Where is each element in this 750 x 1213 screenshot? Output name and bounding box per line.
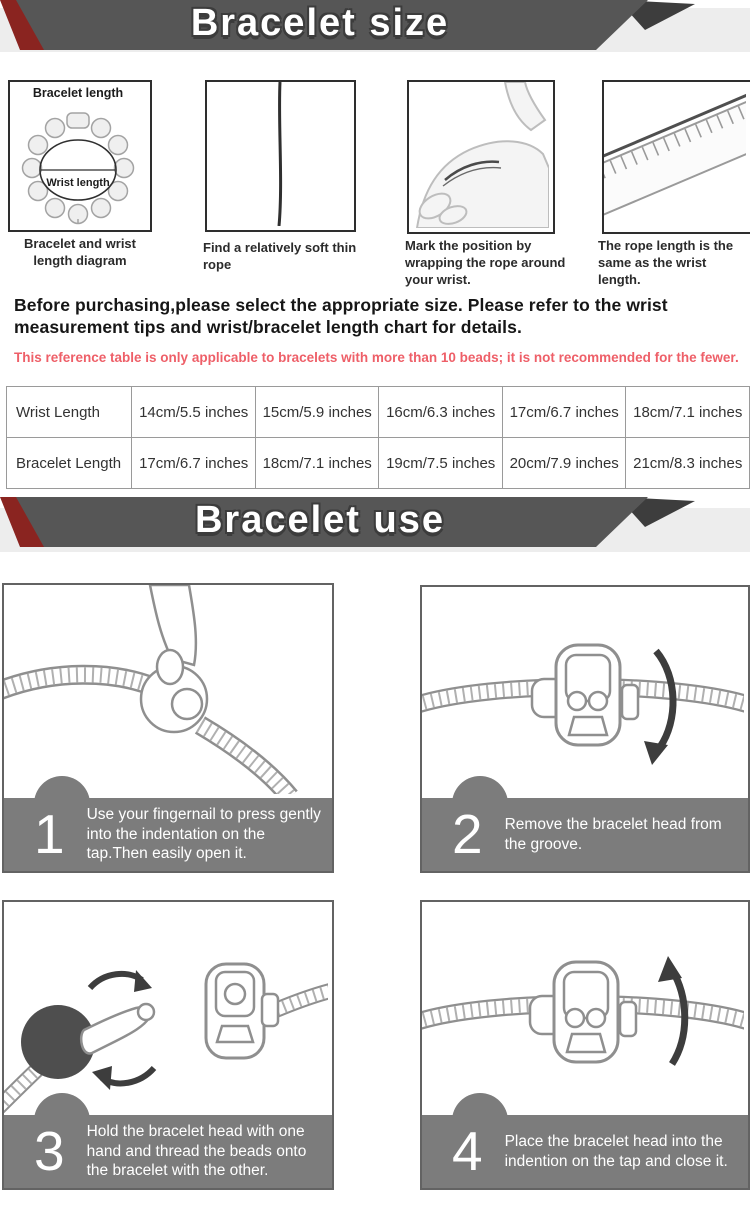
wrist-wrap-icon [409, 82, 549, 228]
table-cell: 18cm/7.1 inches [626, 387, 750, 438]
press-clasp-icon [4, 585, 328, 794]
ribbon-bracelet-size [0, 0, 700, 52]
step-1-illustration [4, 585, 332, 798]
rope-icon [207, 82, 350, 226]
section-title-bracelet-use: Bracelet use [194, 499, 445, 541]
table-row-bracelet [7, 438, 750, 489]
table-cell: 16cm/6.3 inches [379, 387, 503, 438]
size-table [6, 386, 750, 489]
table-cell: 20cm/7.9 inches [502, 438, 626, 489]
row-label: Bracelet Length [7, 438, 132, 489]
ruler-icon [604, 82, 746, 228]
ribbon-bracelet-use [0, 497, 700, 549]
step-text: Remove the bracelet head from the groove. [504, 815, 722, 853]
table-cell: 18cm/7.1 inches [255, 438, 379, 489]
intro-text: Before purchasing,please select the appropriate size. Please refer to the wrist measurement tips and wrist/bracelet length chart for details. [14, 295, 668, 338]
table-cell: 21cm/8.3 inches [626, 438, 750, 489]
step-text: Hold the bracelet head with one hand and thread the beads onto the bracelet with the other. [86, 1122, 307, 1180]
wrist-wrap-image [407, 80, 555, 234]
usage-step-3-panel [2, 900, 334, 1190]
usage-step-4-panel [420, 900, 750, 1190]
bracelet-diagram-image [8, 80, 152, 232]
step-2-illustration [422, 587, 748, 798]
ruler-image [602, 80, 750, 234]
section-title-bracelet-size: Bracelet size [190, 2, 450, 44]
caption-diagram: Bracelet and wrist length diagram [24, 236, 136, 268]
caption-rope: Find a relatively soft thin rope [203, 240, 357, 272]
step-text: Use your fingernail to press gently into the indentation on the tap.Then easily open it. [86, 805, 321, 863]
step-number: 4 [452, 1120, 483, 1182]
rope-image [205, 80, 356, 232]
step-3-caption-bar [4, 1115, 332, 1188]
caption-wrap: Mark the position by wrapping the rope around your wrist. [405, 238, 566, 287]
label-wrist-length: Wrist length [46, 177, 110, 189]
thread-bead-icon [4, 902, 328, 1113]
step-number: 3 [34, 1120, 65, 1182]
table-cell: 14cm/5.5 inches [132, 387, 256, 438]
step-4-caption-bar [422, 1115, 748, 1188]
row-label: Wrist Length [7, 387, 132, 438]
usage-step-2-panel [420, 585, 750, 873]
close-clasp-icon [422, 902, 744, 1113]
reference-note: This reference table is only applicable to bracelets with more than 10 beads; it is not recommended for the fewer. [14, 350, 739, 365]
remove-head-icon [422, 587, 744, 794]
step-1-caption-bar [4, 798, 332, 871]
step-3-illustration [4, 902, 332, 1115]
step-4-illustration [422, 902, 748, 1115]
table-cell: 17cm/6.7 inches [502, 387, 626, 438]
label-bracelet-length: Bracelet length [32, 86, 124, 100]
table-row-wrist [7, 387, 750, 438]
step-number: 2 [452, 803, 483, 865]
table-cell: 15cm/5.9 inches [255, 387, 379, 438]
table-cell: 19cm/7.5 inches [379, 438, 503, 489]
step-number: 1 [34, 803, 65, 865]
usage-step-1-panel [2, 583, 334, 873]
bracelet-diagram-icon [10, 82, 146, 226]
table-cell: 17cm/6.7 inches [132, 438, 256, 489]
caption-ruler: The rope length is the same as the wrist length. [598, 238, 734, 287]
step-text: Place the bracelet head into the indention on the tap and close it. [504, 1132, 728, 1170]
step-2-caption-bar [422, 798, 748, 871]
